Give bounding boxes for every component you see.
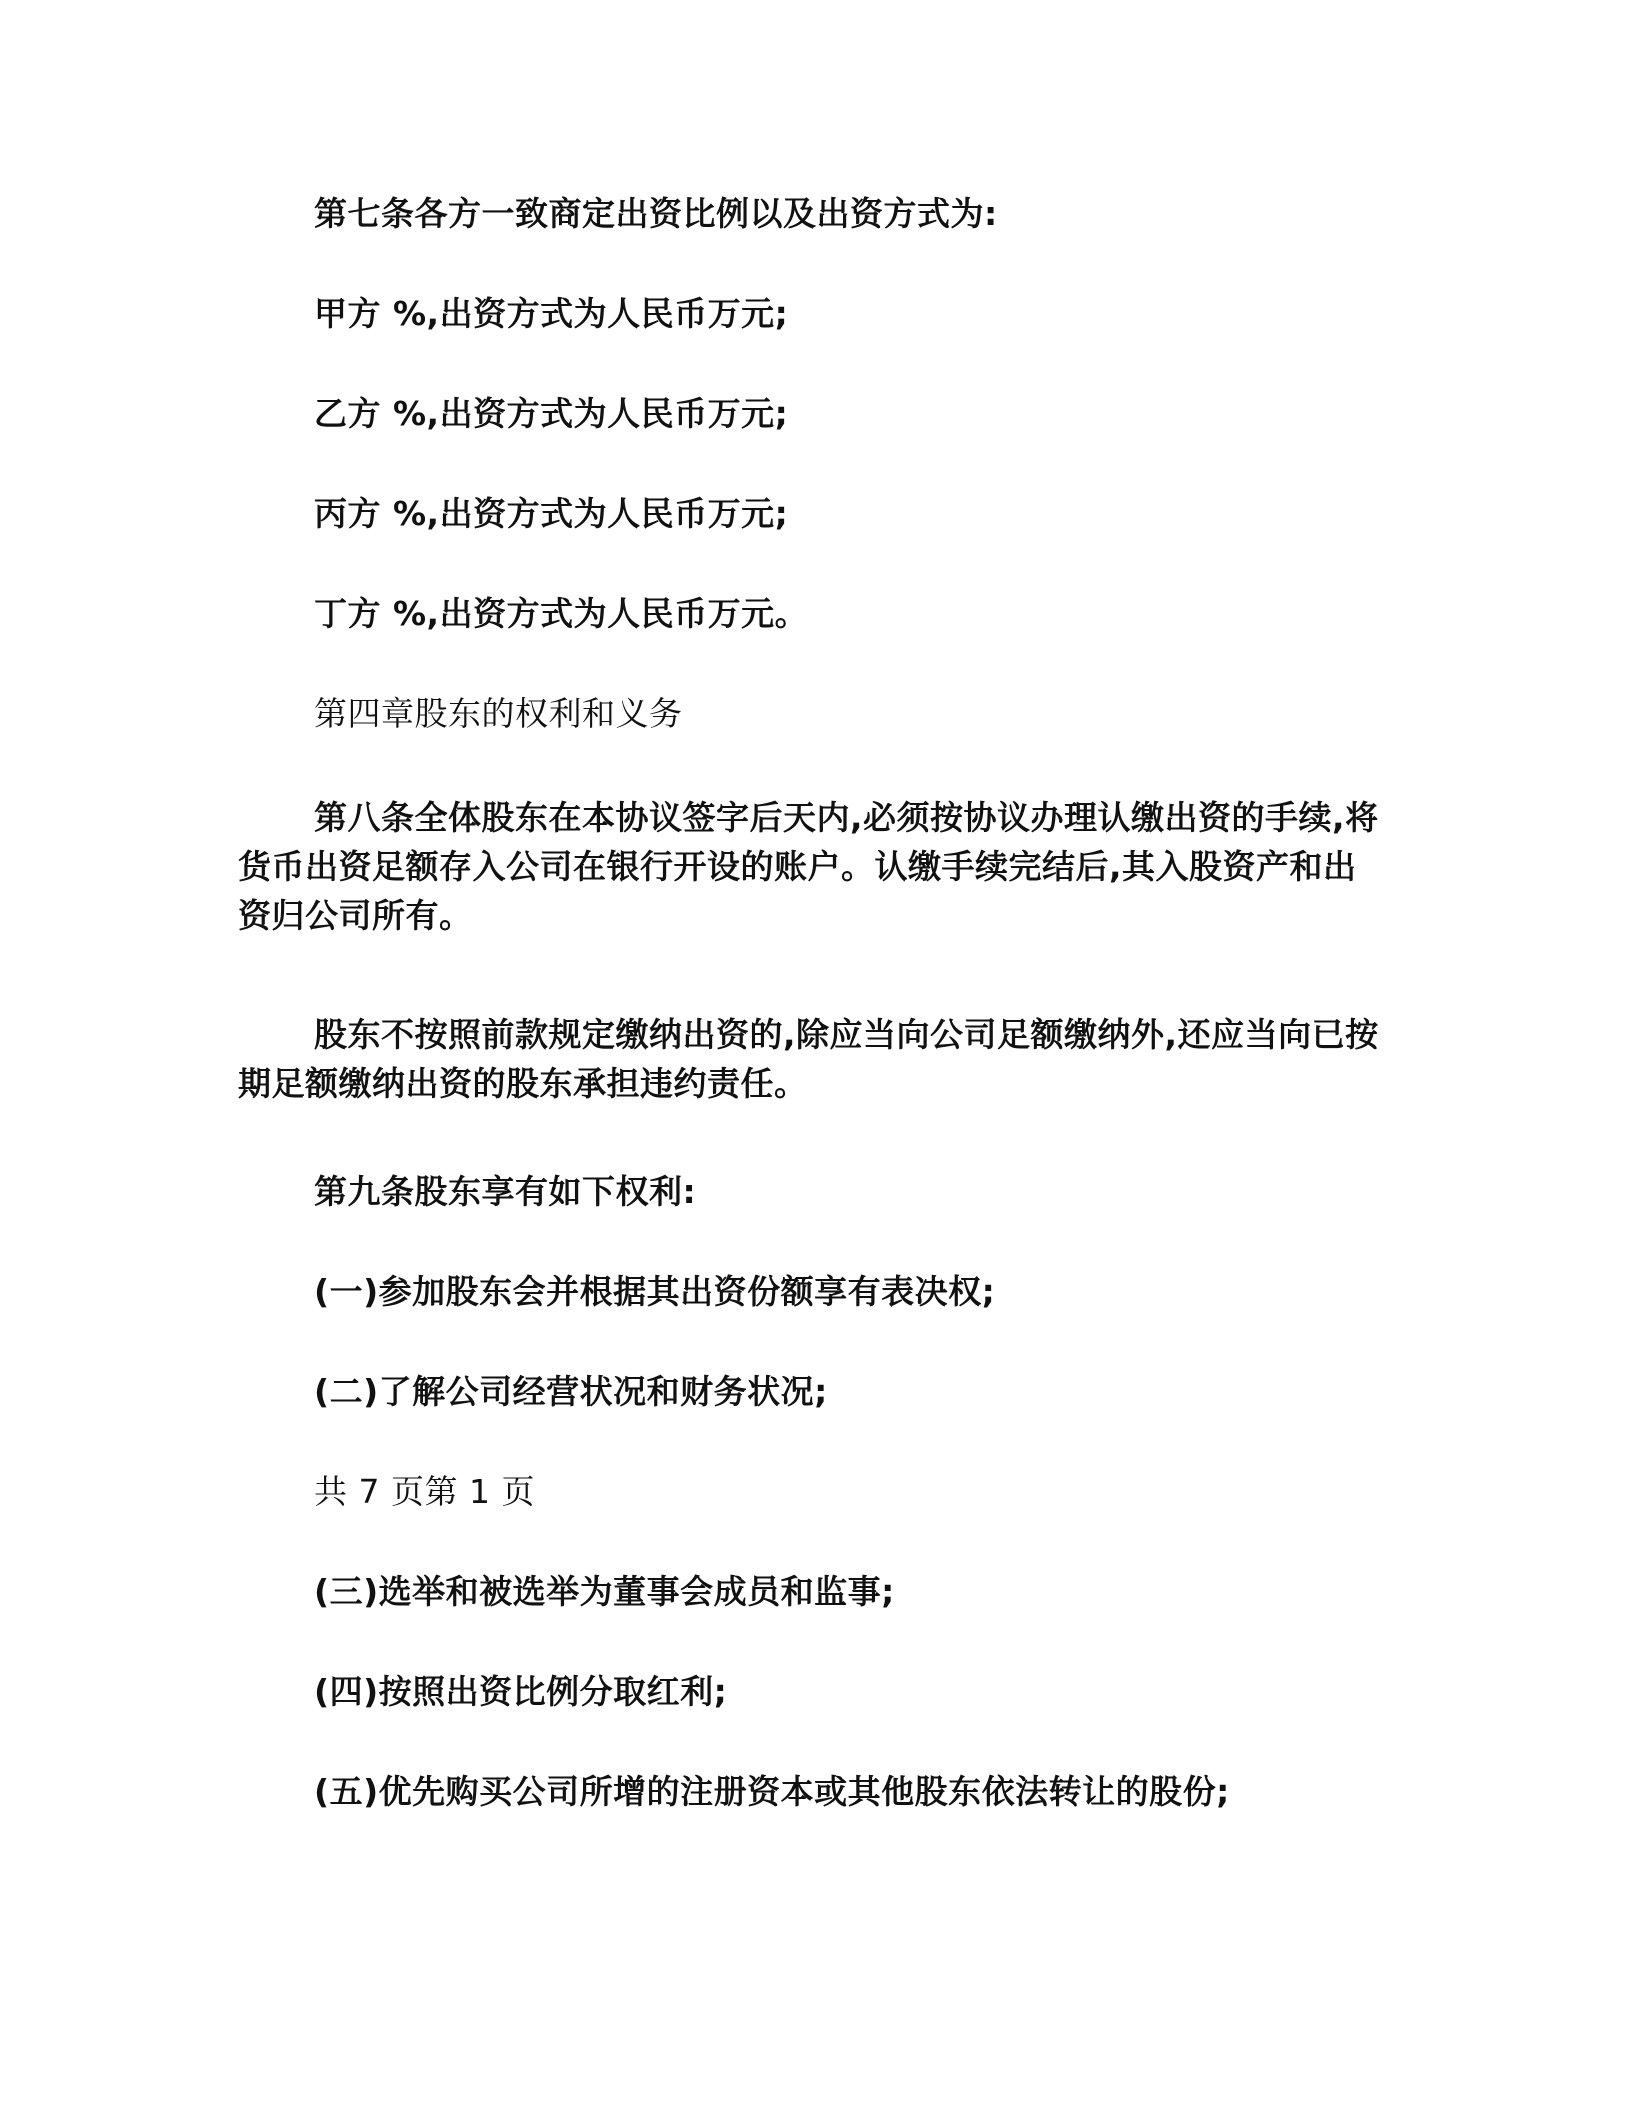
page-footer: 共 7 页第 1 页 [314,1472,535,1511]
party-b-line: 乙方 %,出资方式为人民币万元; [314,394,789,433]
default-clause-paragraph: 股东不按照前款规定缴纳出资的,除应当向公司足额缴纳外,还应当向已按期足额缴纳出资的股东承担违约责任。 [238,1015,1379,1103]
right-2-item: (二)了解公司经营状况和财务状况; [314,1372,828,1411]
party-c-line: 丙方 %,出资方式为人民币万元; [314,494,789,533]
right-1-item: (一)参加股东会并根据其出资份额享有表决权; [314,1272,996,1311]
party-d-line: 丁方 %,出资方式为人民币万元。 [314,594,809,633]
chapter4-title: 第四章股东的权利和义务 [314,694,683,733]
right-4-item: (四)按照出资比例分取红利; [314,1672,728,1711]
party-a-line: 甲方 %,出资方式为人民币万元; [314,294,789,333]
right-3-item: (三)选举和被选举为董事会成员和监事; [314,1572,895,1611]
right-5-item: (五)优先购买公司所增的注册资本或其他股东依法转让的股份; [314,1772,1230,1811]
article9-heading: 第九条股东享有如下权利: [314,1172,697,1211]
article8-paragraph: 第八条全体股东在本协议签字后天内,必须按协议办理认缴出资的手续,将货币出资足额存入公司在银行开设的账户。认缴手续完结后,其入股资产和出资归公司所有。 [238,798,1379,935]
article7-heading: 第七条各方一致商定出资比例以及出资方式为: [314,194,998,233]
